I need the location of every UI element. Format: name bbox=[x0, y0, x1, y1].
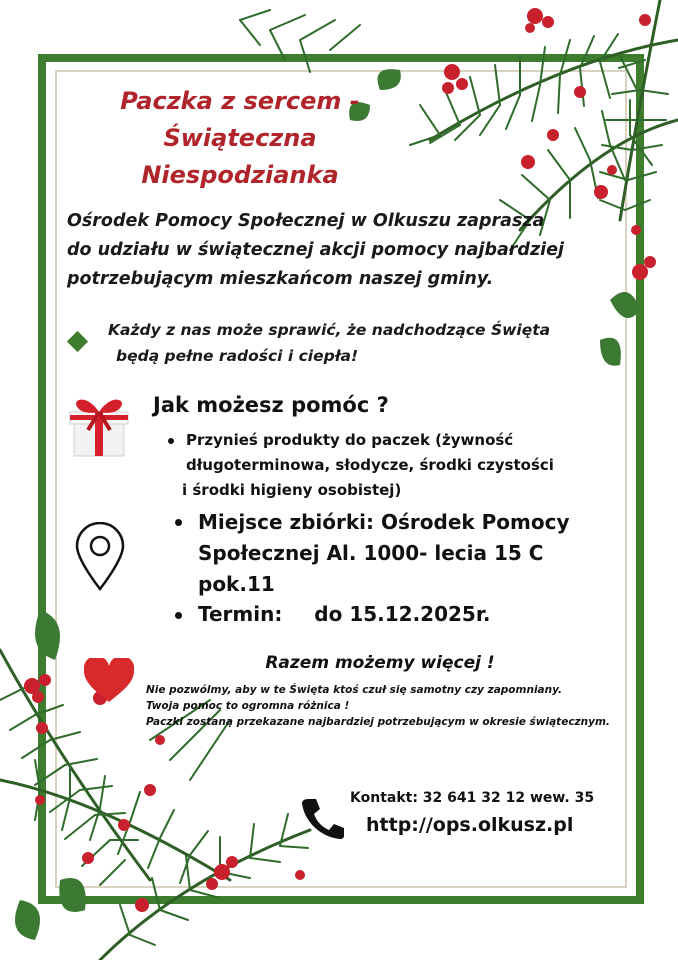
how-item-line-3: i środki higieny osobistej) bbox=[182, 481, 402, 499]
place-line-3: pok.11 bbox=[198, 572, 275, 596]
note-line-2: Twoja pomoc to ogromna różnica ! bbox=[146, 700, 350, 712]
title-line-3: Niespodzianka bbox=[141, 161, 339, 189]
page-title bbox=[110, 83, 370, 194]
place-line-2: Społecznej Al. 1000- lecia 15 C bbox=[198, 541, 544, 565]
intro-paragraph bbox=[67, 207, 607, 294]
phone-icon bbox=[300, 795, 346, 841]
bullet-dot bbox=[175, 519, 182, 526]
highlight-line-1: Każdy z nas może sprawić, że nadchodzące Święta bbox=[108, 321, 551, 339]
intro-line-2: do udziału w świątecznej akcji pomocy najbardziej bbox=[67, 240, 564, 260]
highlight-text bbox=[108, 317, 578, 369]
intro-line-3: potrzebującym mieszkańcom naszej gminy. bbox=[67, 269, 494, 289]
how-item-line-1: Przynieś produkty do paczek (żywność bbox=[186, 431, 514, 449]
highlight-line-2: będą pełne radości i ciepła! bbox=[116, 347, 359, 365]
gift-icon bbox=[66, 390, 132, 460]
term-value: do 15.12.2025r. bbox=[314, 602, 491, 626]
how-list-item bbox=[168, 428, 598, 503]
bullet-dot bbox=[175, 612, 182, 619]
together-slogan: Razem możemy więcej ! bbox=[265, 653, 495, 673]
title-line-1: Paczka z sercem - bbox=[120, 87, 360, 115]
intro-line-1: Ośrodek Pomocy Społecznej w Olkuszu zaprasza bbox=[67, 211, 545, 231]
bullet-dot bbox=[168, 438, 174, 444]
note-line-3: Paczki zostaną przekazane najbardziej potrzebującym w okresie świątecznym. bbox=[146, 716, 610, 728]
website-link[interactable]: http://ops.olkusz.pl bbox=[366, 814, 574, 836]
term-label: Termin: bbox=[198, 602, 283, 626]
how-heading: Jak możesz pomóc ? bbox=[153, 393, 389, 417]
title-line-2: Świąteczna bbox=[163, 124, 317, 152]
location-pin-icon bbox=[75, 522, 125, 592]
notes bbox=[146, 682, 626, 730]
heart-icon bbox=[84, 658, 134, 704]
note-line-1: Nie pozwólmy, aby w te Święta ktoś czuł się samotny czy zapomniany. bbox=[146, 684, 562, 696]
place-line-1: Miejsce zbiórki: Ośrodek Pomocy bbox=[198, 510, 570, 534]
deadline bbox=[175, 602, 490, 626]
how-item-line-2: długoterminowa, słodycze, środki czystości bbox=[186, 456, 554, 474]
contact-phone: Kontakt: 32 641 32 12 wew. 35 bbox=[350, 790, 595, 806]
collection-place bbox=[175, 507, 595, 600]
